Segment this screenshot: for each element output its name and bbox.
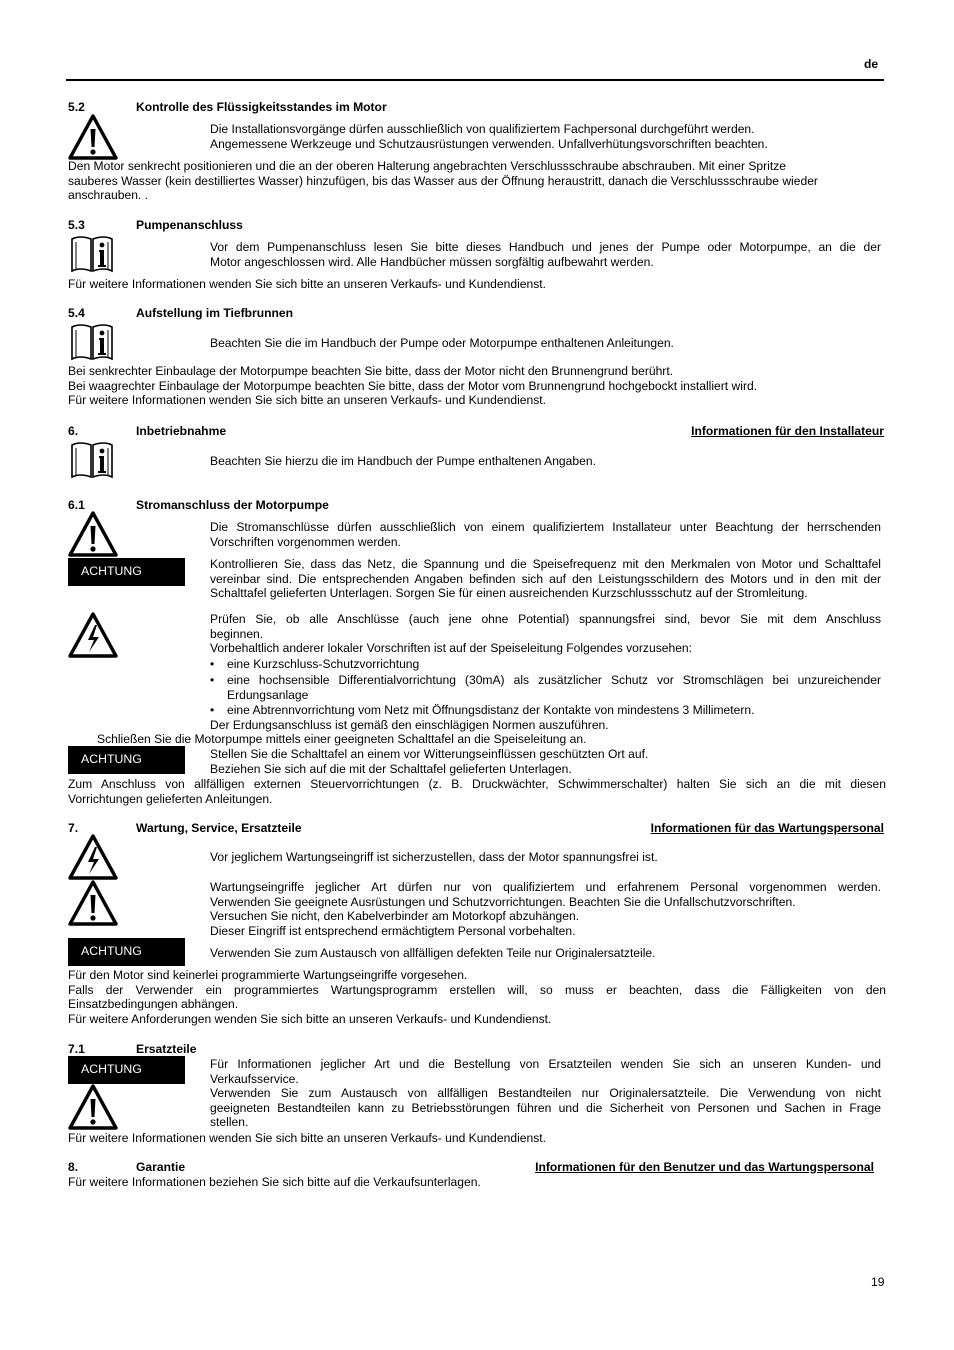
section-body: Zum Anschluss von allfälligen externen Steuervorrichtungen (z. B. Druckwächter, Schwimmerschalter) halten Sie sich an die mit diesen Vorrichtungen gelieferten Anleitungen.	[68, 777, 886, 806]
section-text: Vor dem Pumpenanschluss lesen Sie bitte dieses Handbuch und jenes der Pumpe oder Motorpumpe, an die der Motor angeschlossen wird. Alle Handbücher müssen sorgfältig aufbewahrt werden.	[210, 240, 881, 269]
warning-icon	[68, 1084, 118, 1130]
section-number: 7.	[68, 821, 79, 835]
warning-icon	[68, 880, 118, 926]
section-body: Den Motor senkrecht positionieren und die an der oberen Halterung angebrachten Verschlussschraube abschrauben. Mit einer Spritze sauberes Wasser (kein destilliertes Wasser) hinzufügen, bis das Wasser aus der Öffnung heraustritt, danach die Verschlussschraube wieder anschrauben. .	[68, 159, 818, 203]
section-number: 5.2	[68, 100, 85, 114]
section-text: Schließen Sie die Motorpumpe mittels einer geeigneten Schalttafel an die Speiseleitung an.	[97, 732, 587, 746]
achtung-label: ACHTUNG	[68, 558, 185, 586]
section-text: Prüfen Sie, ob alle Anschlüsse (auch jene ohne Potential) spannungsfrei sind, bevor Sie mit dem Anschluss beginnen. Vorbehaltlich anderer lokaler Vorschriften ist auf der Speiseleitung Folgendes vorzusehen:	[210, 612, 881, 656]
section-text: Vor jeglichem Wartungseingriff ist sicherzustellen, dass der Motor spannungsfrei ist.	[210, 850, 658, 864]
section-number: 5.4	[68, 306, 85, 320]
section-body: Für weitere Informationen wenden Sie sich bitte an unseren Verkaufs- und Kundendienst.	[68, 277, 546, 291]
section-number: 6.	[68, 424, 79, 438]
high-voltage-icon	[68, 834, 118, 880]
warning-icon	[68, 511, 118, 557]
section-text: Die Installationsvorgänge dürfen ausschließlich von qualifiziertem Fachpersonal durchgeführt werden. Angemessene Werkzeuge und Schutzausrüstungen verwenden. Unfallverhütungsvorschriften beachten.	[210, 122, 768, 151]
section-body: Für weitere Informationen beziehen Sie sich bitte auf die Verkaufsunterlagen.	[68, 1175, 481, 1189]
section-text: Wartungseingriffe jeglicher Art dürfen nur von qualifiziertem und erfahrenem Personal vorgenommen werden. Verwenden Sie geeignete Ausrüstungen und Schutzvorrichtungen. Beachten Sie die Unfallschutzvorschriften. Versuchen Sie nicht, den Kabelverbinder am Motorkopf abzuhängen. Dieser Eingriff ist entsprechend ermächtigtem Personal vorbehalten.	[210, 880, 881, 938]
section-text: Stellen Sie die Schalttafel an einem vor Witterungseinflüssen geschützten Ort auf. Beziehen Sie sich auf die mit der Schalttafel gelieferten Unterlagen.	[210, 747, 649, 776]
page-number: 19	[871, 1275, 885, 1289]
audience-label: Informationen für den Installateur	[691, 424, 884, 438]
section-title: Aufstellung im Tiefbrunnen	[136, 306, 293, 320]
section-title: Stromanschluss der Motorpumpe	[136, 498, 329, 512]
header-rule	[66, 79, 884, 81]
section-text: Die Stromanschlüsse dürfen ausschließlich von einem qualifiziertem Installateur unter Beachtung der herrschenden Vorschriften vorgenommen werden.	[210, 520, 881, 549]
section-text: Beachten Sie hierzu die im Handbuch der Pumpe enthaltenen Angaben.	[210, 454, 596, 468]
section-title: Garantie	[136, 1160, 186, 1174]
achtung-label: ACHTUNG	[68, 938, 185, 966]
manual-info-icon	[70, 234, 114, 274]
section-body: Für weitere Informationen wenden Sie sich bitte an unseren Verkaufs- und Kundendienst.	[68, 1131, 546, 1145]
section-title: Inbetriebnahme	[136, 424, 227, 438]
section-number: 5.3	[68, 218, 85, 232]
language-code: de	[864, 57, 879, 71]
warning-icon	[68, 114, 118, 160]
section-title: Wartung, Service, Ersatzteile	[136, 821, 302, 835]
section-text: Für Informationen jeglicher Art und die Bestellung von Ersatzteilen wenden Sie sich an unseren Kunden- und Verkaufsservice. Verwenden Sie zum Austausch von allfälligen Bestandteilen nur Originalersatzteile. Die Verwendung von nicht geeigneten Bestandteilen kann zu Betriebsstörungen führen und die Sicherheit von Personen und Sachen in Frage stellen.	[210, 1057, 881, 1130]
section-title: Kontrolle des Flüssigkeitsstandes im Motor	[136, 100, 387, 114]
achtung-label: ACHTUNG	[68, 746, 185, 774]
section-title: Pumpenanschluss	[136, 218, 243, 232]
section-text: Der Erdungsanschluss ist gemäß den einschlägigen Normen auszuführen.	[210, 718, 609, 732]
section-title: Ersatzteile	[136, 1042, 197, 1056]
manual-info-icon	[70, 440, 114, 480]
section-text: Verwenden Sie zum Austausch von allfälligen defekten Teile nur Originalersatzteile.	[210, 946, 656, 960]
audience-label: Informationen für das Wartungspersonal	[650, 821, 884, 835]
audience-label: Informationen für den Benutzer und das Wartungspersonal	[535, 1160, 874, 1174]
section-text: Kontrollieren Sie, dass das Netz, die Spannung und die Speisefrequenz mit den Merkmalen von Motor und Schalttafel vereinbar sind. Die entsprechenden Angaben befinden sich auf den Leistungsschildern des Motors und in den mit der Schalttafel gelieferten Unterlagen. Sorgen Sie für einen ausreichenden Kurzschlussschutz auf der Stromleitung.	[210, 557, 881, 601]
section-number: 8.	[68, 1160, 79, 1174]
section-text: Beachten Sie die im Handbuch der Pumpe oder Motorpumpe enthaltenen Anleitungen.	[210, 336, 674, 350]
section-body: Bei senkrechter Einbaulage der Motorpumpe beachten Sie bitte, dass der Motor nicht den Brunnengrund berührt. Bei waagrechter Einbaulage der Motorpumpe beachten Sie bitte, dass der Motor vom Brunnengrund hochgebockt installiert wird. Für weitere Informationen wenden Sie sich bitte an unseren Verkaufs- und Kundendienst.	[68, 364, 758, 408]
list-item: • eine hochsensible Differentialvorrichtung (30mA) als zusätzlicher Schutz vor Stromschlägen bei unzureichender Erdungsanlage	[210, 673, 881, 702]
section-number: 7.1	[68, 1042, 85, 1056]
high-voltage-icon	[68, 612, 118, 658]
manual-info-icon	[70, 322, 114, 362]
section-number: 6.1	[68, 498, 85, 512]
achtung-label: ACHTUNG	[68, 1056, 185, 1084]
section-body: Für den Motor sind keinerlei programmierte Wartungseingriffe vorgesehen. Falls der Verwender ein programmiertes Wartungsprogramm erstellen will, so muss er beachten, dass die Fälligkeiten von den Einsatzbedingungen abhängen. Für weitere Anforderungen wenden Sie sich bitte an unseren Verkaufs- und Kundendienst.	[68, 968, 886, 1026]
